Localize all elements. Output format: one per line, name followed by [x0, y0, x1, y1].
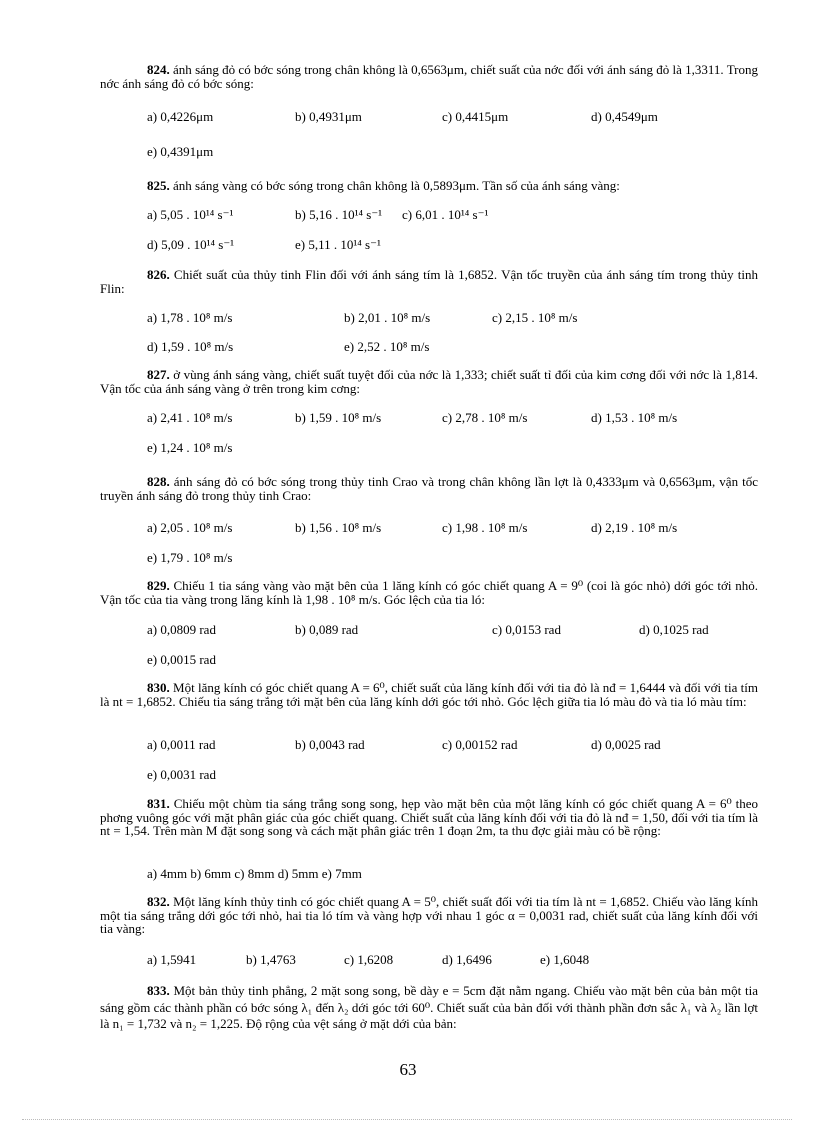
options-row — [147, 652, 757, 668]
option-d: d) 0,1025 rad — [639, 622, 709, 637]
options-row — [147, 520, 757, 536]
options-row — [147, 952, 757, 968]
option-c: c) 6,01 . 10¹⁴ s⁻¹ — [402, 207, 489, 222]
option-d: d) 0,4549μm — [591, 109, 658, 124]
question-stem: ở vùng ánh sáng vàng, chiết suất tuyệt đối của nớc là 1,333; chiết suất tỉ đối của kim cơng đối với nớc là 1,814. Vận tốc của ánh sáng vàng ở trên trong kim cơng: — [100, 367, 758, 396]
options-row — [147, 550, 757, 566]
question-826 — [100, 268, 758, 295]
question-number: 827. — [147, 367, 170, 382]
question-stem: ánh sáng vàng có bớc sóng trong chân không là 0,5893μm. Tần số của ánh sáng vàng: — [173, 178, 620, 193]
question-stem: Một lăng kính có góc chiết quang A = 6⁰, chiết suất của lăng kính đối với tia đỏ là nđ = 1,6444 và đối với tia tím là nt = 1,6852. Chiếu tia sáng trắng tới mặt bên của lăng kính dới góc tới nhỏ. Góc lệch giữa tia ló màu đỏ và tia ló màu tím: — [100, 680, 758, 709]
option-b: b) 1,59 . 10⁸ m/s — [295, 410, 382, 425]
option-d: d) 2,19 . 10⁸ m/s — [591, 520, 678, 535]
question-828 — [100, 475, 758, 502]
question-831 — [100, 797, 758, 838]
option-b: b) 1,4763 — [246, 952, 296, 967]
question-number: 831. — [147, 796, 170, 811]
question-833 — [100, 983, 758, 1033]
question-832 — [100, 895, 758, 936]
option-d: d) 0,0025 rad — [591, 737, 661, 752]
question-number: 828. — [147, 474, 170, 489]
page-number: 63 — [399, 1060, 417, 1079]
option-e: e) 1,6048 — [540, 952, 590, 967]
question-829 — [100, 579, 758, 606]
option-e: e) 1,24 . 10⁸ m/s — [147, 440, 233, 455]
option-e: e) 5,11 . 10¹⁴ s⁻¹ — [295, 237, 381, 252]
question-830 — [100, 681, 758, 708]
option-all: a) 4mm b) 6mm c) 8mm d) 5mm e) 7mm — [147, 866, 362, 881]
question-number: 830. — [147, 680, 170, 695]
question-number: 824. — [147, 62, 170, 77]
option-b: b) 0,089 rad — [295, 622, 359, 637]
option-a: a) 2,05 . 10⁸ m/s — [147, 520, 233, 535]
option-a: a) 5,05 . 10¹⁴ s⁻¹ — [147, 207, 234, 222]
question-stem: Chiếu 1 tia sáng vàng vào mặt bên của 1 lăng kính có góc chiết quang A = 9⁰ (coi là góc nhỏ) dới góc tới nhỏ. Vận tốc của tia vàng trong lăng kính là 1,98 . 10⁸ m/s. Góc lệch của tia ló: — [100, 578, 758, 607]
options-row — [147, 144, 757, 160]
option-c: c) 1,6208 — [344, 952, 394, 967]
options-row — [147, 237, 757, 253]
question-number: 832. — [147, 894, 170, 909]
question-number: 826. — [147, 267, 170, 282]
question-stem: Một bản thủy tinh phẳng, 2 mặt song song, bề dày e = 5cm đặt nằm ngang. Chiếu vào mặt bên của bản một tia sáng gồm các thành phần có bớc sóng λ₁ đến λ₂ dới góc tới 60⁰. Chiết suất của bản đối với thành phần đơn sắc λ₁ và λ₂ lần lợt là n₁ = 1,732 và n₂ = 1,225. Độ rộng của vệt sáng ở mặt dới của bản: — [100, 983, 758, 1031]
option-a: a) 2,41 . 10⁸ m/s — [147, 410, 233, 425]
option-a: a) 0,4226μm — [147, 109, 214, 124]
options-row — [147, 410, 757, 426]
option-c: c) 0,00152 rad — [442, 737, 518, 752]
question-stem: Chiếu một chùm tia sáng trắng song song, hẹp vào mặt bên của một lăng kính có góc chiết quang A = 6⁰ theo phơng vuông góc với mặt phân giác của góc chiết quang. Chiết suất của lăng kính đối với tia đỏ là nđ = 1,50, đối với tia tím là nt = 1,54. Trên màn M đặt song song và cách mặt phân giác trên 1 đoạn 2m, ta thu đợc giải màu có bề rộng: — [100, 796, 758, 838]
question-stem: ánh sáng đỏ có bớc sóng trong thủy tinh Crao và trong chân không lần lợt là 0,4333μm và 0,6563μm, vận tốc truyền ánh sáng đỏ trong thủy tinh Crao: — [100, 474, 758, 503]
option-e: e) 1,79 . 10⁸ m/s — [147, 550, 233, 565]
options-row — [147, 737, 757, 753]
option-b: b) 0,0043 rad — [295, 737, 365, 752]
question-stem: Một lăng kính thủy tinh có góc chiết quang A = 5⁰, chiết suất đối với tia tím là nt = 1,6852. Chiếu vào lăng kính một tia sáng trắng dới góc tới nhỏ, hai tia ló tím và vàng hợp với nhau 1 góc α = 0,0031 rad, chiết suất của lăng kính đối với tia vàng: — [100, 894, 758, 936]
question-827 — [100, 368, 758, 395]
option-d: d) 1,59 . 10⁸ m/s — [147, 339, 234, 354]
footer-divider — [22, 1119, 792, 1120]
option-e: e) 0,0031 rad — [147, 767, 216, 782]
option-a: a) 0,0011 rad — [147, 737, 216, 752]
options-row — [147, 440, 757, 456]
option-a: a) 0,0809 rad — [147, 622, 216, 637]
option-d: d) 5,09 . 10¹⁴ s⁻¹ — [147, 237, 235, 252]
options-row — [147, 109, 757, 125]
question-number: 825. — [147, 178, 170, 193]
options-row — [147, 310, 757, 326]
option-e: e) 2,52 . 10⁸ m/s — [344, 339, 430, 354]
question-825 — [100, 179, 758, 193]
options-row — [147, 622, 757, 638]
options-row — [147, 339, 757, 355]
options-row — [147, 866, 757, 882]
option-a: a) 1,78 . 10⁸ m/s — [147, 310, 233, 325]
option-b: b) 0,4931μm — [295, 109, 362, 124]
options-row — [147, 207, 757, 223]
options-row — [147, 767, 757, 783]
option-c: c) 0,0153 rad — [492, 622, 561, 637]
option-d: d) 1,53 . 10⁸ m/s — [591, 410, 678, 425]
option-c: c) 1,98 . 10⁸ m/s — [442, 520, 528, 535]
option-e: e) 0,4391μm — [147, 144, 214, 159]
question-number: 833. — [147, 983, 170, 998]
option-b: b) 1,56 . 10⁸ m/s — [295, 520, 382, 535]
question-stem: Chiết suất của thủy tinh Flin đối với ánh sáng tím là 1,6852. Vận tốc truyền của ánh sáng tím trong thủy tinh Flin: — [100, 267, 759, 296]
option-e: e) 0,0015 rad — [147, 652, 216, 667]
question-number: 829. — [147, 578, 170, 593]
option-c: c) 0,4415μm — [442, 109, 509, 124]
question-824 — [100, 63, 758, 90]
option-d: d) 1,6496 — [442, 952, 492, 967]
option-c: c) 2,15 . 10⁸ m/s — [492, 310, 578, 325]
option-a: a) 1,5941 — [147, 952, 197, 967]
question-stem: ánh sáng đỏ có bớc sóng trong chân không là 0,6563μm, chiết suất của nớc đối với ánh sáng đỏ là 1,3311. Trong nớc ánh sáng đỏ có bớc sóng: — [100, 62, 759, 91]
option-b: b) 5,16 . 10¹⁴ s⁻¹ — [295, 207, 383, 222]
option-b: b) 2,01 . 10⁸ m/s — [344, 310, 431, 325]
option-c: c) 2,78 . 10⁸ m/s — [442, 410, 528, 425]
